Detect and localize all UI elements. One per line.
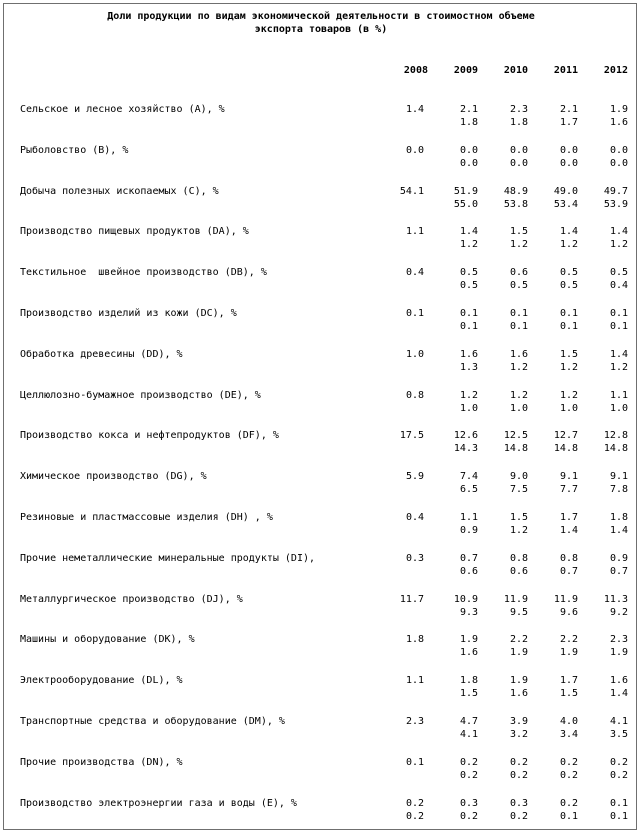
cell-2011-line2: 53.4 [553,198,578,210]
cell-2012-line1: 4.1 [609,716,628,727]
cell-2011-line2: 9.6 [559,606,578,618]
cell-2010-line1: 3.9 [509,716,528,727]
cell-2012-line2: 0.2 [609,769,628,781]
cell-2009-line1: 0.3 [459,797,478,809]
cell-2009-line1: 1.9 [459,634,478,646]
cell-2009-line1: 0.2 [459,756,478,768]
cell-2012-line1: 1.4 [609,226,628,238]
cell-2010-line1: 0.1 [509,308,528,319]
cell-2011-line2: 1.4 [559,525,578,536]
cell-2012-line2: 1.0 [609,402,628,414]
cell-2010-line2: 3.2 [509,729,528,740]
cell-2010-line1: 1.6 [509,348,528,360]
cell-2011-line1: 12.7 [553,430,578,442]
cell-2010-line1: 0.0 [509,144,528,156]
cell-2011-line1: 0.1 [559,308,578,319]
cell-2010-line2: 0.0 [509,157,528,169]
export-share-table [3,3,637,830]
cell-2012-line1: 0.9 [609,552,628,564]
cell-2010-line2: 1.9 [509,647,528,659]
year-header-2009: 2009 [453,65,478,76]
cell-2009-line2: 1.0 [459,402,478,414]
cell-2009-line2: 0.0 [459,157,478,169]
cell-2011-line2: 0.0 [559,157,578,169]
cell-2009-line2: 1.6 [459,647,478,659]
cell-2009-line2: 14.3 [453,443,478,455]
cell-2009-line1: 1.4 [459,226,478,238]
cell-2012-line2: 3.5 [609,729,628,740]
cell-2011-line1: 0.0 [559,144,578,156]
cell-2011-line1: 0.8 [559,552,578,564]
cell-2009-line1: 7.4 [459,471,478,483]
year-header-2010: 2010 [503,65,528,76]
cell-2009-line2: 0.2 [459,810,478,822]
cell-2012-line1: 1.9 [609,104,628,115]
row-label: Прочие неметаллические минеральные продукты (DI), [20,552,316,564]
cell-2011-line2: 1.2 [559,361,578,373]
cell-2012-line2: 1.4 [609,688,628,700]
cell-2011-line2: 1.5 [559,688,578,700]
year-header-2008: 2008 [403,65,428,76]
row-label: Химическое производство (DG), % [20,471,207,483]
cell-2012-line1: 49.7 [603,185,628,197]
cell-2012-line1: 0.1 [609,797,628,809]
cell-2010-line2: 1.0 [509,402,528,414]
table-title [4,10,638,36]
cell-2011-line1: 1.2 [559,389,578,401]
cell-2012-line1: 9.1 [609,471,628,483]
row-label: Целлюлозно-бумажное производство (DE), % [20,389,261,401]
cell-2012-line2: 1.9 [609,647,628,659]
row-label: Транспортные средства и оборудование (DM), % [20,716,285,727]
cell-2009-line2: 1.8 [459,117,478,128]
cell-2012-line2: 0.0 [609,157,628,169]
cell-2010-line1: 11.9 [503,593,528,605]
cell-2011-line1: 2.1 [559,104,578,115]
row-label: Производство изделий из кожи (DC), % [20,308,237,319]
cell-2012-line1: 1.6 [609,675,628,687]
cell-2011-line2: 1.2 [559,239,578,251]
cell-2009-line1: 0.1 [459,308,478,319]
cell-2011-line2: 1.0 [559,402,578,414]
cell-2008-line1: 0.3 [405,552,424,564]
cell-2008-line1: 2.3 [405,716,424,727]
row-label: Текстильное швейное производство (DB), % [20,267,267,279]
row-label: Сельское и лесное хозяйство (A), % [20,104,225,115]
row-label: Производство электроэнергии газа и воды (E), % [20,797,297,809]
cell-2009-line1: 0.0 [459,144,478,156]
cell-2009-line1: 2.1 [459,104,478,115]
cell-2011-line1: 0.2 [559,797,578,809]
row-label: Металлургическое производство (DJ), % [20,593,243,605]
cell-2008-line1: 0.8 [405,389,424,401]
cell-2009-line2: 9.3 [459,606,478,618]
cell-2011-line2: 14.8 [553,443,578,455]
cell-2011-line1: 49.0 [553,185,578,197]
cell-2010-line1: 0.3 [509,797,528,809]
title-line-2: экспорта товаров (в %) [254,24,388,35]
cell-2012-line1: 11.3 [603,593,628,605]
cell-2010-line1: 2.3 [509,104,528,115]
cell-2009-line1: 1.6 [459,348,478,360]
row-label: Производство кокса и нефтепродуктов (DF), % [20,430,279,442]
cell-2008-line1: 1.1 [405,675,424,687]
cell-2011-line2: 1.7 [559,117,578,128]
cell-2008-line1: 0.0 [405,144,424,156]
cell-2011-line2: 0.2 [559,769,578,781]
year-header-2011: 2011 [553,65,578,76]
cell-2009-line1: 0.5 [459,267,478,279]
cell-2010-line2: 0.6 [509,565,528,577]
row-label: Прочие производства (DN), % [20,756,183,768]
cell-2009-line1: 4.7 [459,716,478,727]
cell-2010-line2: 14.8 [503,443,528,455]
cell-2011-line1: 0.5 [559,267,578,279]
cell-2010-line2: 1.2 [509,361,528,373]
row-label: Машины и оборудование (DK), % [20,634,195,646]
cell-2008-line1: 0.4 [405,267,424,279]
cell-2010-line2: 1.2 [509,239,528,251]
cell-2012-line2: 0.1 [609,321,628,332]
cell-2008-line1: 1.8 [405,634,424,646]
cell-2011-line1: 1.4 [559,226,578,238]
cell-2010-line1: 1.9 [509,675,528,687]
year-header-2012: 2012 [603,65,628,76]
row-label: Добыча полезных ископаемых (C), % [20,185,219,197]
cell-2012-line2: 1.6 [609,117,628,128]
cell-2009-line2: 0.6 [459,565,478,577]
cell-2011-line1: 1.5 [559,348,578,360]
cell-2012-line2: 1.2 [609,239,628,251]
cell-2010-line1: 1.5 [509,512,528,523]
cell-2008-line2: 0.2 [405,810,424,822]
cell-2010-line2: 53.8 [503,198,528,210]
cell-2012-line1: 12.8 [603,430,628,442]
cell-2011-line2: 1.9 [559,647,578,659]
cell-2008-line1: 1.4 [405,104,424,115]
cell-2010-line1: 2.2 [509,634,528,646]
cell-2010-line2: 0.1 [509,321,528,332]
cell-2011-line2: 0.5 [559,280,578,292]
cell-2009-line2: 6.5 [459,484,478,496]
cell-2012-line2: 14.8 [603,443,628,455]
cell-2012-line1: 0.0 [609,144,628,156]
cell-2010-line1: 12.5 [503,430,528,442]
cell-2010-line1: 1.5 [509,226,528,238]
cell-2008-line1: 0.1 [405,756,424,768]
cell-2011-line1: 0.2 [559,756,578,768]
cell-2010-line1: 48.9 [503,185,528,197]
cell-2010-line2: 0.5 [509,280,528,292]
cell-2010-line1: 0.2 [509,756,528,768]
cell-2011-line1: 2.2 [559,634,578,646]
cell-2012-line2: 9.2 [609,606,628,618]
cell-2011-line2: 7.7 [559,484,578,496]
cell-2009-line2: 0.9 [459,525,478,536]
cell-2012-line2: 7.8 [609,484,628,496]
cell-2009-line2: 1.5 [459,688,478,700]
cell-2012-line1: 1.8 [609,512,628,523]
cell-2012-line2: 0.7 [609,565,628,577]
cell-2009-line2: 1.3 [459,361,478,373]
row-label: Обработка древесины (DD), % [20,348,183,360]
cell-2008-line1: 1.1 [405,226,424,238]
cell-2009-line1: 12.6 [453,430,478,442]
cell-2009-line1: 1.8 [459,675,478,687]
cell-2010-line1: 9.0 [509,471,528,483]
cell-2009-line2: 55.0 [453,198,478,210]
title-line-1: Доли продукции по видам экономической деятельности в стоимостном объеме [107,11,535,22]
cell-2010-line2: 0.2 [509,769,528,781]
cell-2009-line1: 51.9 [453,185,478,197]
cell-2009-line2: 0.5 [459,280,478,292]
cell-2010-line2: 9.5 [509,606,528,618]
cell-2012-line2: 0.1 [609,810,628,822]
cell-2009-line1: 1.1 [459,512,478,523]
cell-2012-line2: 1.2 [609,361,628,373]
cell-2012-line2: 53.9 [603,198,628,210]
cell-2010-line2: 1.2 [509,525,528,536]
cell-2011-line1: 1.7 [559,675,578,687]
cell-2012-line1: 0.1 [609,308,628,319]
cell-2011-line1: 1.7 [559,512,578,523]
cell-2011-line2: 0.7 [559,565,578,577]
row-label: Рыболовство (B), % [20,144,129,156]
cell-2008-line1: 11.7 [399,593,424,605]
cell-2009-line2: 0.2 [459,769,478,781]
cell-2011-line2: 0.1 [559,321,578,332]
cell-2010-line2: 7.5 [509,484,528,496]
cell-2012-line1: 0.5 [609,267,628,279]
cell-2009-line1: 0.7 [459,552,478,564]
cell-2011-line2: 3.4 [559,729,578,740]
cell-2009-line1: 10.9 [453,593,478,605]
cell-2012-line1: 0.2 [609,756,628,768]
cell-2012-line1: 1.4 [609,348,628,360]
cell-2008-line1: 0.2 [405,797,424,809]
cell-2011-line1: 9.1 [559,471,578,483]
cell-2009-line2: 1.2 [459,239,478,251]
cell-2011-line1: 4.0 [559,716,578,727]
cell-2008-line1: 0.4 [405,512,424,523]
cell-2010-line2: 1.8 [509,117,528,128]
cell-2008-line1: 54.1 [399,185,424,197]
row-label: Резиновые и пластмассовые изделия (DH) , % [20,512,273,523]
row-label: Электрооборудование (DL), % [20,675,183,687]
cell-2009-line2: 4.1 [459,729,478,740]
cell-2012-line1: 1.1 [609,389,628,401]
cell-2010-line2: 1.6 [509,688,528,700]
cell-2010-line1: 0.8 [509,552,528,564]
row-label: Производство пищевых продуктов (DA), % [20,226,249,238]
cell-2010-line1: 1.2 [509,389,528,401]
cell-2011-line1: 11.9 [553,593,578,605]
cell-2012-line2: 0.4 [609,280,628,292]
cell-2012-line2: 1.4 [609,525,628,536]
cell-2008-line1: 1.0 [405,348,424,360]
cell-2008-line1: 17.5 [399,430,424,442]
cell-2011-line2: 0.1 [559,810,578,822]
cell-2008-line1: 5.9 [405,471,424,483]
cell-2010-line1: 0.6 [509,267,528,279]
cell-2008-line1: 0.1 [405,308,424,319]
cell-2010-line2: 0.2 [509,810,528,822]
cell-2012-line1: 2.3 [609,634,628,646]
cell-2009-line1: 1.2 [459,389,478,401]
cell-2009-line2: 0.1 [459,321,478,332]
